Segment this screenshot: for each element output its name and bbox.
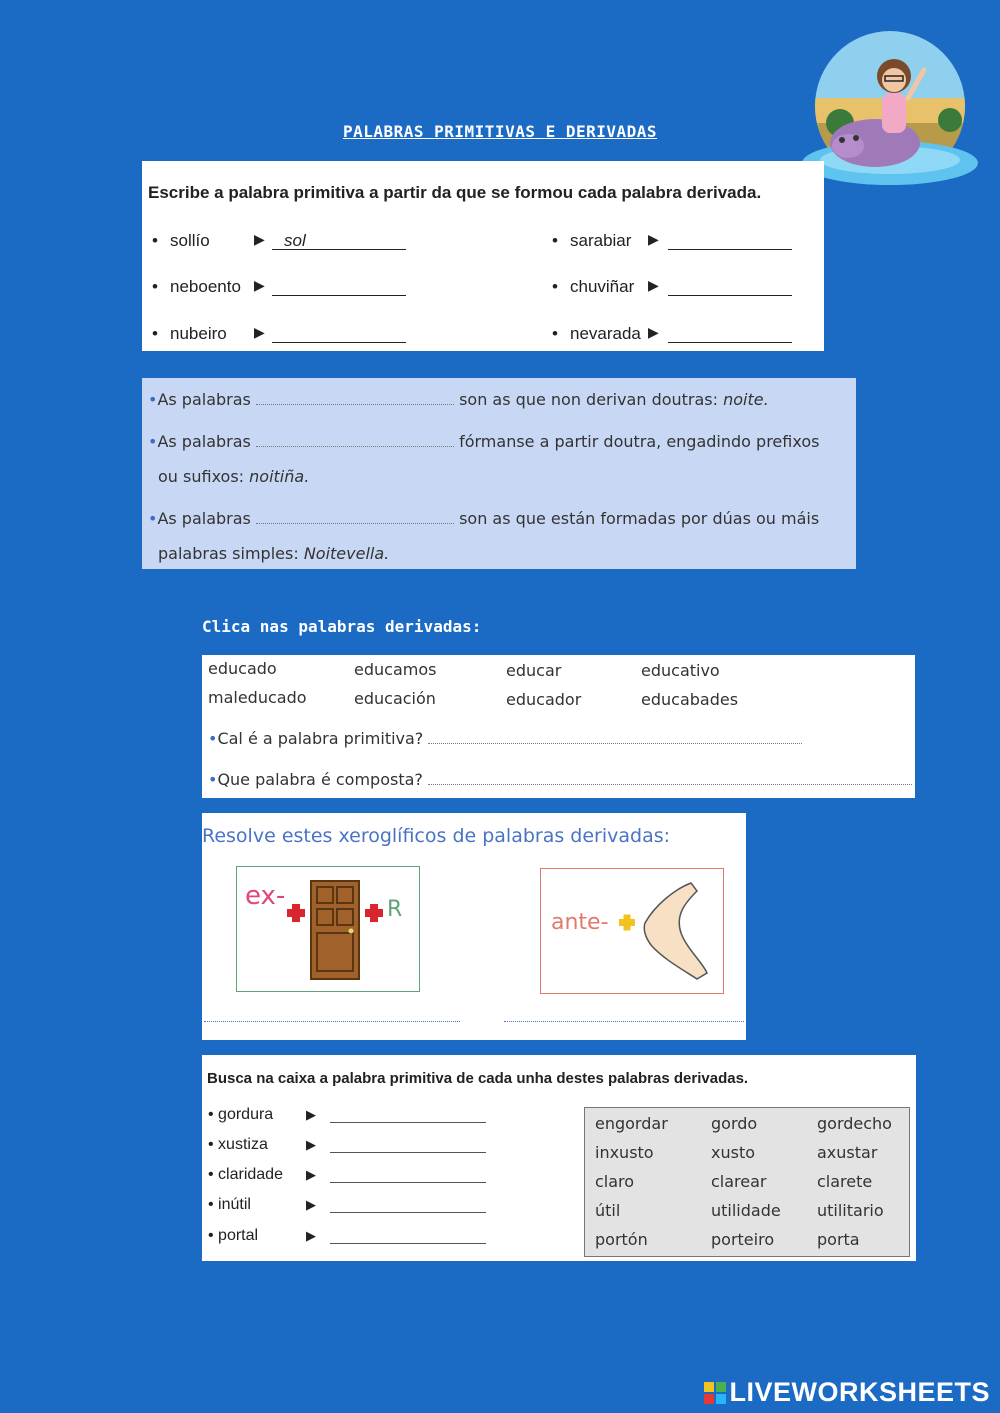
list-item: • sollío ▶ sol xyxy=(152,231,210,255)
arrow-icon: ▶ xyxy=(648,277,659,293)
liveworksheets-logo: LIVEWORKSHEETS xyxy=(704,1377,990,1408)
forearm-icon xyxy=(615,875,723,989)
arrow-icon: ▶ xyxy=(254,277,265,293)
derived-word: neboento xyxy=(170,277,241,296)
arrow-icon: ▶ xyxy=(648,231,659,247)
list-item: • inútil ▶ xyxy=(208,1196,251,1214)
arrow-icon: ▶ xyxy=(306,1167,316,1182)
word-option[interactable]: educador xyxy=(506,690,582,709)
answer-field[interactable] xyxy=(504,1019,744,1022)
list-item: • neboento ▶ xyxy=(152,277,241,301)
answer-field[interactable] xyxy=(330,1136,486,1153)
door-icon xyxy=(279,879,419,983)
click-words-panel xyxy=(202,655,915,798)
list-item: • chuviñar ▶ xyxy=(552,277,634,301)
word-box-item: utilidade xyxy=(711,1201,781,1220)
word-box-item: porta xyxy=(817,1230,860,1249)
arrow-icon: ▶ xyxy=(254,324,265,340)
word-box-item: gordo xyxy=(711,1114,758,1133)
definitions-panel xyxy=(142,378,856,569)
arrow-icon: ▶ xyxy=(306,1137,316,1152)
answer-field[interactable] xyxy=(668,324,792,343)
definition-line: palabras simples: Noitevella. xyxy=(158,544,390,563)
answer-field[interactable] xyxy=(272,324,406,343)
word-box-item: utilitario xyxy=(817,1201,884,1220)
word-option[interactable]: educamos xyxy=(354,660,437,679)
liveworksheets-logo-icon xyxy=(704,1382,726,1404)
page-title: PALABRAS PRIMITIVAS E DERIVADAS xyxy=(342,122,658,141)
word-box-item: clarear xyxy=(711,1172,767,1191)
question-line: •Cal é a palabra primitiva? xyxy=(208,729,802,748)
word-option[interactable]: educado xyxy=(208,659,277,678)
exercise-primitive-words xyxy=(142,161,824,351)
blank-field[interactable] xyxy=(428,729,802,744)
answer-field[interactable] xyxy=(330,1196,486,1213)
derived-word: nevarada xyxy=(570,324,641,343)
answer-field[interactable] xyxy=(330,1227,486,1244)
answer-field[interactable] xyxy=(668,231,792,250)
blank-field[interactable] xyxy=(256,432,454,447)
arrow-icon: ▶ xyxy=(306,1228,316,1243)
word-option[interactable]: educativo xyxy=(641,661,720,680)
list-item: • gordura ▶ xyxy=(208,1106,273,1124)
list-item: • nevarada ▶ xyxy=(552,324,641,348)
word-box-item: porteiro xyxy=(711,1230,775,1249)
rebus-heading: Resolve estes xeroglíficos de palabras derivadas: xyxy=(202,825,671,847)
word-option[interactable]: educabades xyxy=(641,690,739,709)
word-box-item: xusto xyxy=(711,1143,756,1162)
answer-field[interactable] xyxy=(272,277,406,296)
word-box-item: axustar xyxy=(817,1143,878,1162)
derived-word: nubeiro xyxy=(170,324,227,343)
definition-line: •As palabras fórmanse a partir doutra, engadindo prefixos xyxy=(148,432,820,451)
derived-word: chuviñar xyxy=(570,277,635,296)
word-box xyxy=(584,1107,910,1257)
word-box-item: clarete xyxy=(817,1172,873,1191)
definition-line: •As palabras son as que non derivan doutras: noite. xyxy=(148,390,769,409)
rebus-puzzle-arm: ante- xyxy=(540,868,724,994)
arrow-icon: ▶ xyxy=(254,231,265,247)
word-option[interactable]: educación xyxy=(354,689,436,708)
word-box-item: engordar xyxy=(595,1114,668,1133)
exercise1-heading: Escribe a palabra primitiva a partir da que se formou cada palabra derivada. xyxy=(148,183,762,202)
definition-line: •As palabras son as que están formadas por dúas ou máis xyxy=(148,509,820,528)
answer-field[interactable] xyxy=(204,1019,460,1022)
answer-field[interactable]: sol xyxy=(272,231,406,250)
list-item: • xustiza ▶ xyxy=(208,1136,268,1154)
blank-field[interactable] xyxy=(256,390,454,405)
list-item: • claridade ▶ xyxy=(208,1166,283,1184)
word-box-item: útil xyxy=(595,1201,621,1220)
list-item: • portal ▶ xyxy=(208,1227,258,1245)
exercise-find-primitive xyxy=(202,1055,916,1261)
exercise5-heading: Busca na caixa a palabra primitiva de cada unha destes palabras derivadas. xyxy=(207,1070,749,1087)
word-option[interactable]: educar xyxy=(506,661,562,680)
arrow-icon: ▶ xyxy=(306,1107,316,1122)
answer-field[interactable] xyxy=(668,277,792,296)
avatar-illustration xyxy=(800,28,980,198)
arrow-icon: ▶ xyxy=(648,324,659,340)
section-label: Clica nas palabras derivadas: xyxy=(202,617,482,636)
word-option[interactable]: maleducado xyxy=(208,688,307,707)
rebus-panel xyxy=(202,813,746,1040)
word-box-item: portón xyxy=(595,1230,648,1249)
list-item: • nubeiro ▶ xyxy=(152,324,227,348)
word-box-item: inxusto xyxy=(595,1143,654,1162)
arrow-icon: ▶ xyxy=(306,1197,316,1212)
question-line: •Que palabra é composta? xyxy=(208,770,912,789)
answer-field[interactable] xyxy=(330,1166,486,1183)
blank-field[interactable] xyxy=(256,509,454,524)
definition-line: ou sufixos: noitiña. xyxy=(158,467,310,486)
answer-field[interactable] xyxy=(330,1106,486,1123)
word-box-item: claro xyxy=(595,1172,635,1191)
rebus-puzzle-door: ex- R xyxy=(236,866,420,992)
word-box-item: gordecho xyxy=(817,1114,892,1133)
derived-word: sollío xyxy=(170,231,210,250)
derived-word: sarabiar xyxy=(570,231,632,250)
blank-field[interactable] xyxy=(428,770,912,785)
list-item: • sarabiar ▶ xyxy=(552,231,631,255)
